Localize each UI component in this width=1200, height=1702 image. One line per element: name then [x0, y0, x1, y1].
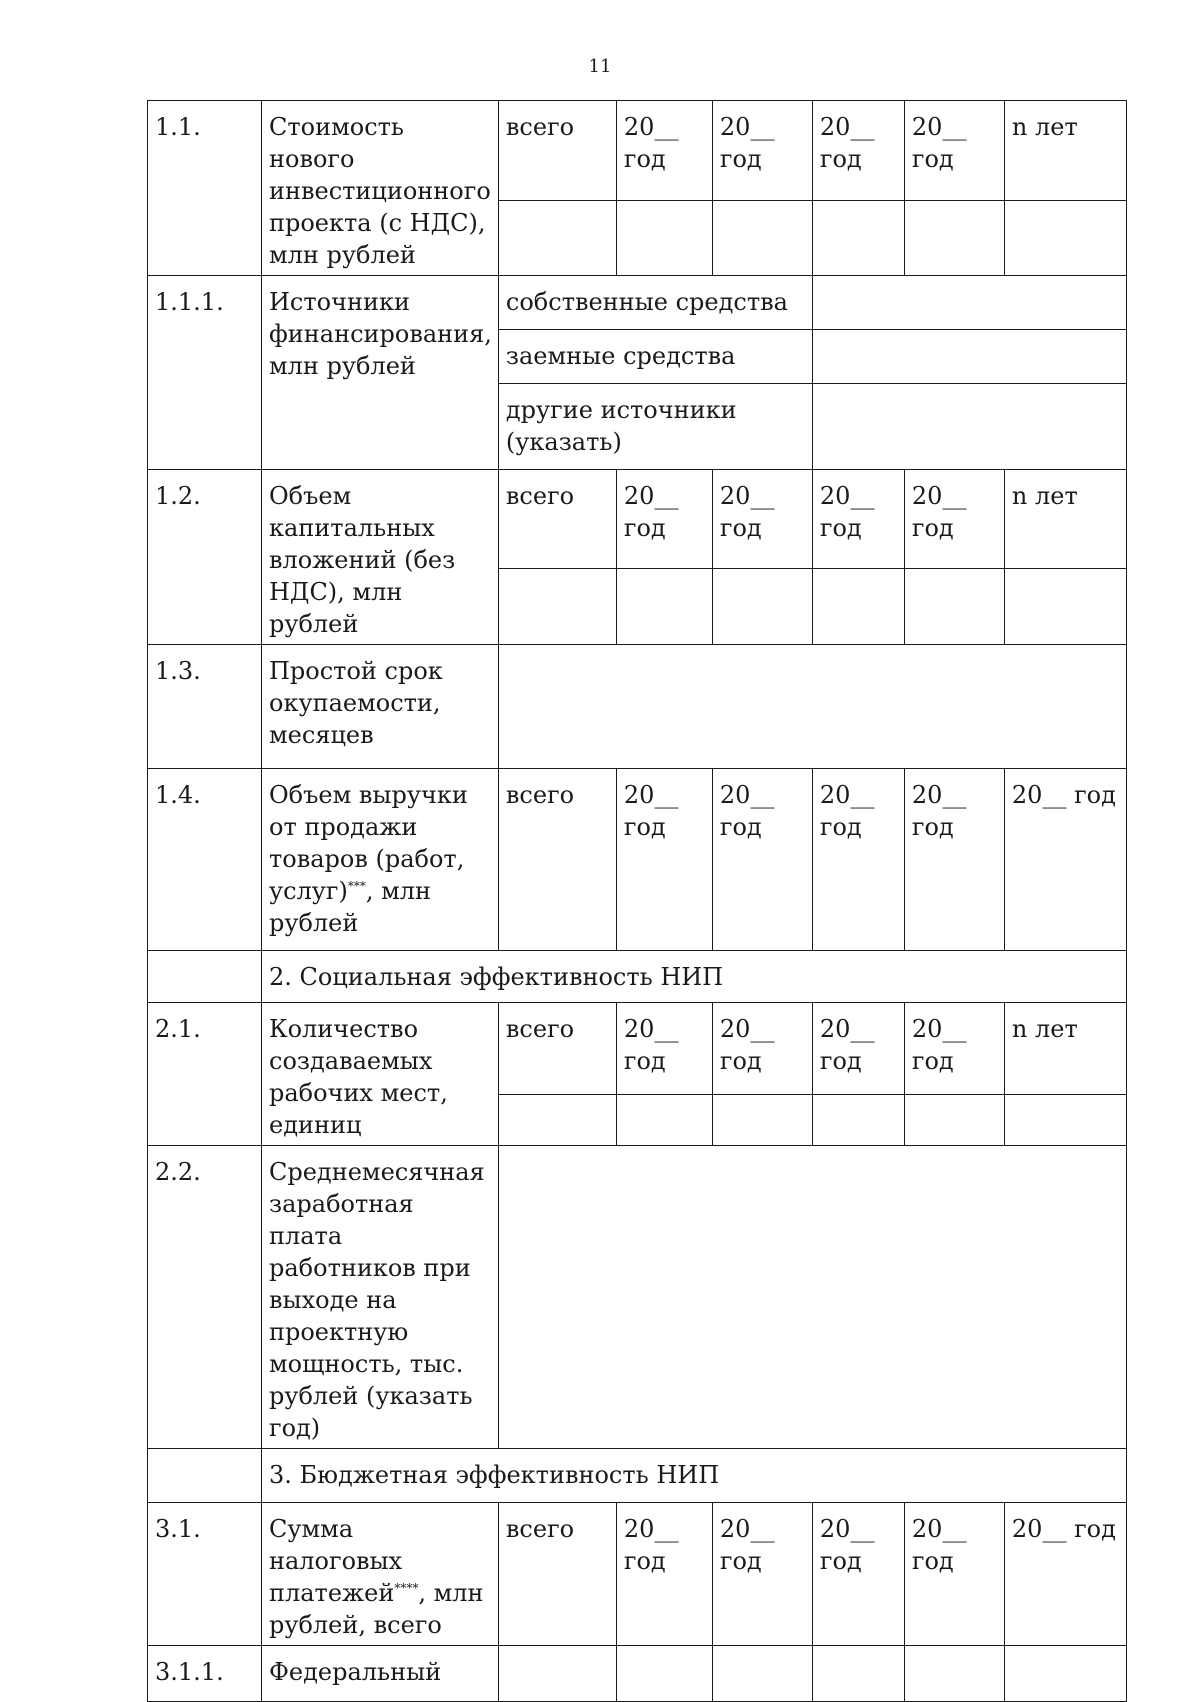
value-cell — [616, 1094, 712, 1145]
value-cell — [498, 1646, 616, 1702]
period-header: n лет — [1004, 1003, 1126, 1095]
value-cell — [712, 1646, 812, 1702]
year-header: 20__ год — [904, 101, 1004, 201]
row-number: 1.3. — [148, 645, 262, 769]
page-number: 11 — [588, 56, 612, 77]
section-number-cell — [148, 951, 262, 1003]
period-header: 20__ год — [1004, 769, 1126, 951]
total-label: всего — [498, 1503, 616, 1646]
year-header: 20__ год — [616, 101, 712, 201]
value-cell — [712, 569, 812, 645]
funding-source-label: другие источники (указать) — [498, 384, 812, 470]
value-cell — [812, 201, 904, 276]
value-cell — [812, 569, 904, 645]
year-header: 20__ год — [712, 101, 812, 201]
year-header: 20__ год — [712, 1003, 812, 1095]
value-cell — [812, 276, 1126, 330]
value-cell — [1004, 1094, 1126, 1145]
value-cell — [812, 384, 1126, 470]
row-indicator-name: Среднемесячная заработная плата работников при выходе на проектную мощность, тыс. рублей (указать год) — [262, 1146, 499, 1449]
funding-source-label: заемные средства — [498, 330, 812, 384]
total-label: всего — [498, 769, 616, 951]
row-indicator-name: Федеральный — [262, 1646, 499, 1702]
footnote-mark: **** — [394, 1581, 419, 1595]
value-cell — [904, 1094, 1004, 1145]
year-header: 20__ год — [904, 470, 1004, 569]
total-label: всего — [498, 1003, 616, 1095]
row-number: 3.1.1. — [148, 1646, 262, 1702]
period-header: n лет — [1004, 470, 1126, 569]
value-cell — [812, 1094, 904, 1145]
section-title: 3. Бюджетная эффективность НИП — [262, 1449, 1127, 1503]
year-header: 20__ год — [904, 769, 1004, 951]
year-header: 20__ год — [616, 769, 712, 951]
value-cell — [812, 330, 1126, 384]
year-header: 20__ год — [712, 1503, 812, 1646]
row-indicator-name: Объем выручки от продажи товаров (работ, услуг)***, млн рублей — [262, 769, 499, 951]
year-header: 20__ год — [616, 1503, 712, 1646]
year-header: 20__ год — [712, 470, 812, 569]
value-cell — [904, 569, 1004, 645]
period-header: 20__ год — [1004, 1503, 1126, 1646]
year-header: 20__ год — [812, 470, 904, 569]
year-header: 20__ год — [616, 1003, 712, 1095]
value-cell — [812, 1646, 904, 1702]
year-header: 20__ год — [812, 1003, 904, 1095]
row-indicator-name: Объем капитальных вложений (без НДС), млн рублей — [262, 470, 499, 645]
row-number: 3.1. — [148, 1503, 262, 1646]
value-cell — [616, 569, 712, 645]
year-header: 20__ год — [812, 769, 904, 951]
row-indicator-name: Простой срок окупаемости, месяцев — [262, 645, 499, 769]
row-number: 2.2. — [148, 1146, 262, 1449]
value-cell — [1004, 201, 1126, 276]
investment-project-table — [147, 100, 1127, 1702]
row-number: 1.1.1. — [148, 276, 262, 470]
year-header: 20__ год — [812, 1503, 904, 1646]
value-cell — [712, 201, 812, 276]
row-number: 1.4. — [148, 769, 262, 951]
row-indicator-name: Источники финансирования, млн рублей — [262, 276, 499, 470]
year-header: 20__ год — [904, 1503, 1004, 1646]
year-header: 20__ год — [812, 101, 904, 201]
row-number: 2.1. — [148, 1003, 262, 1146]
value-cell — [498, 1094, 616, 1145]
value-cell — [616, 1646, 712, 1702]
value-cell — [904, 1646, 1004, 1702]
year-header: 20__ год — [616, 470, 712, 569]
row-number: 1.1. — [148, 101, 262, 276]
year-header: 20__ год — [712, 769, 812, 951]
row-indicator-name: Сумма налоговых платежей****, млн рублей, всего — [262, 1503, 499, 1646]
value-cell — [1004, 569, 1126, 645]
value-cell — [498, 569, 616, 645]
value-cell — [498, 1146, 1126, 1449]
period-header: n лет — [1004, 101, 1126, 201]
funding-source-label: собственные средства — [498, 276, 812, 330]
value-cell — [1004, 1646, 1126, 1702]
total-label: всего — [498, 470, 616, 569]
value-cell — [712, 1094, 812, 1145]
footnote-mark: *** — [347, 879, 366, 893]
row-indicator-name: Количество создаваемых рабочих мест, единиц — [262, 1003, 499, 1146]
value-cell — [616, 201, 712, 276]
section-number-cell — [148, 1449, 262, 1503]
value-cell — [498, 201, 616, 276]
row-number: 1.2. — [148, 470, 262, 645]
row-indicator-name: Стоимость нового инвестиционного проекта (с НДС), млн рублей — [262, 101, 499, 276]
section-title: 2. Социальная эффективность НИП — [262, 951, 1127, 1003]
value-cell — [904, 201, 1004, 276]
total-label: всего — [498, 101, 616, 201]
value-cell — [498, 645, 1126, 769]
year-header: 20__ год — [904, 1003, 1004, 1095]
